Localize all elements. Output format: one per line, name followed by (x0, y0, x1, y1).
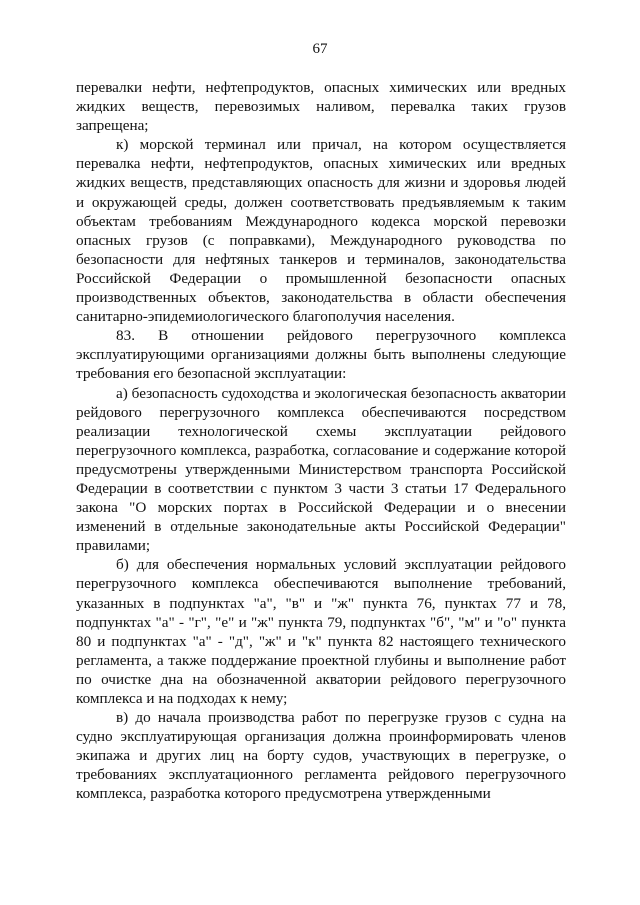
paragraph-item-b: б) для обеспечения нормальных условий эксплуатации рейдового перегрузочного комплекса обеспечиваются выполнение требований, указанных в подпунктах "а", "в" и "ж" пункта 76, пунктах 77 и 78, подпунктах "а" - "г", "е" и "ж" пункта 79, подпунктах "б", "м" и "о" пункта 80 и подпунктах "а" - "д", "ж" и "к" пункта 82 настоящего технического регламента, а также поддержание проектной глубины и выполнение работ по очистке дна на обозначенной акватории рейдового перегрузочного комплекса и на подходах к нему; (76, 556, 566, 707)
document-body (76, 78, 566, 804)
paragraph-item-v: в) до начала производства работ по перегрузке грузов с судна на судно эксплуатирующая организация должна проинформировать членов экипажа и других лиц на борту судов, участвующих в перегрузке, о требованиях эксплуатационного регламента рейдового перегрузочного комплекса, разработка которого предусмотрена утвержденными (76, 709, 566, 803)
page-number: 67 (312, 41, 328, 57)
paragraph-item-a: а) безопасность судоходства и экологическая безопасность акватории рейдового перегрузочного комплекса обеспечиваются посредством реализации технологической схемы эксплуатации рейдового перегрузочного комплекса, разработка, согласование и содержание которой предусмотрены утвержденными Министерством транспорта Российской Федерации в соответствии с пунктом 3 части 3 статьи 17 Федерального закона "О морских портах в Российской Федерации и о внесении изменений в отдельные законодательные акты Российской Федерации" правилами; (76, 384, 566, 555)
paragraph-continuation: перевалки нефти, нефтепродуктов, опасных химических или вредных жидких веществ, перевозимых наливом, перевалка таких грузов запрещена; (76, 79, 566, 135)
paragraph-clause-83: 83. В отношении рейдового перегрузочного комплекса эксплуатирующими организациями должны быть выполнены следующие требования его безопасной эксплуатации: (76, 327, 566, 383)
paragraph-item-k: к) морской терминал или причал, на котором осуществляется перевалка нефти, нефтепродуктов, опасных химических или вредных жидких веществ, представляющих опасность для жизни и здоровья людей и окружающей среды, должен соответствовать предъявляемым к таким объектам требованиям Международного кодекса морской перевозки опасных грузов (с поправками), Международного руководства по безопасности для нефтяных танкеров и терминалов, законодательства Российской Федерации о промышленной безопасности опасных производственных объектов, законодательства в области обеспечения санитарно-эпидемиологического благополучия населения. (76, 136, 566, 326)
